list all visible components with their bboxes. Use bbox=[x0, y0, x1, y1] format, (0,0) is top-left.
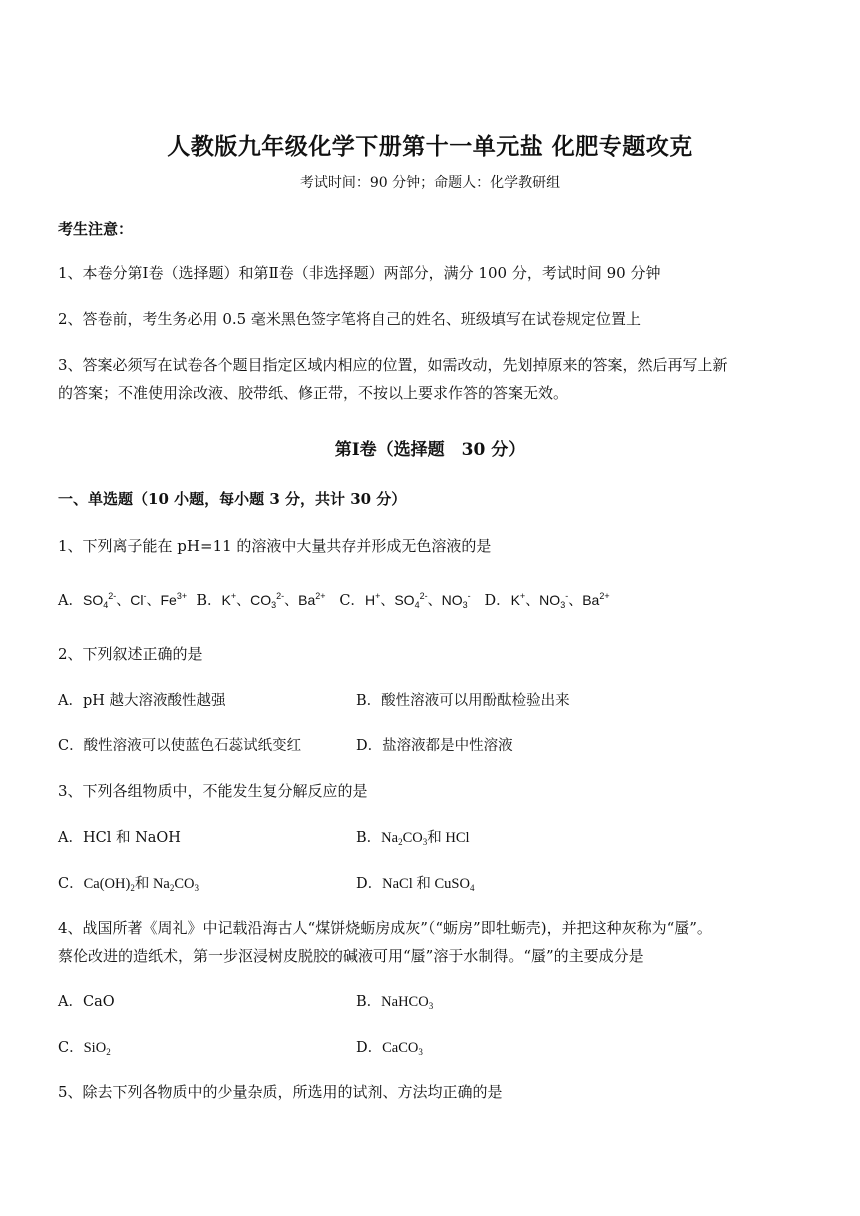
notice-heading: 考生注意： bbox=[58, 220, 134, 238]
q4-option-d[interactable]: D．CaCO$_3$ bbox=[356, 1040, 423, 1057]
q3-option-d[interactable]: D．NaCl 和 CuSO$_4$ bbox=[356, 876, 475, 893]
page-title: 人教版九年级化学下册第十一单元盐 化肥专题攻克 bbox=[167, 133, 693, 160]
q1-option-c[interactable]: C．H+、$SO_4^{2-}$、$NO_3^-$ bbox=[339, 591, 471, 610]
section-title: 第Ⅰ卷（选择题 30 分） bbox=[334, 440, 526, 460]
q2-option-a[interactable]: A．pH 越大溶液酸性越强 bbox=[58, 693, 226, 709]
q1-option-a[interactable]: A．$SO_4^{2-}$、Cl-、$Fe^{3+}$ bbox=[58, 591, 188, 610]
notice-item-1: 1、本卷分第Ⅰ卷（选择题）和第Ⅱ卷（非选择题）两部分，满分 100 分，考试时间 90 分钟 bbox=[58, 264, 661, 282]
notice-item-2: 2、答卷前，考生务必用 0.5 毫米黑色签字笔将自己的姓名、班级填写在试卷规定位置上 bbox=[58, 310, 641, 328]
question-3-stem: 3、下列各组物质中，不能发生复分解反应的是 bbox=[58, 782, 368, 800]
question-2-stem: 2、下列叙述正确的是 bbox=[58, 645, 203, 663]
question-1-options bbox=[58, 589, 610, 610]
question-5-stem: 5、除去下列各物质中的少量杂质，所选用的试剂、方法均正确的是 bbox=[58, 1083, 503, 1101]
question-4-stem-line-2: 蔡伦改进的造纸术，第一步沤浸树皮脱胶的碱液可用“蜃”溶于水制得。“蜃”的主要成分是 bbox=[58, 947, 644, 965]
q1-option-d[interactable]: D．K+、$NO_3^-$、$Ba^{2+}$ bbox=[484, 591, 610, 610]
q2-option-b[interactable]: B．酸性溶液可以用酚酞检验出来 bbox=[356, 693, 570, 709]
question-1-stem: 1、下列离子能在 pH=11 的溶液中大量共存并形成无色溶液的是 bbox=[58, 537, 492, 555]
notice-item-3: 3、答案必须写在试卷各个题目指定区域内相应的位置，如需改动，先划掉原来的答案，然后再写上新 bbox=[58, 356, 728, 374]
q3-option-c[interactable]: C．$Ca(OH)_2$和 $Na_2CO_3$ bbox=[58, 876, 200, 893]
exam-info: 考试时间：90 分钟；命题人：化学教研组 bbox=[299, 175, 561, 191]
q3-option-a[interactable]: A．HCl 和 NaOH bbox=[58, 830, 181, 846]
q4-option-b[interactable]: B．NaHCO$_3$ bbox=[356, 994, 434, 1011]
q4-option-c[interactable]: C．SiO$_2$ bbox=[58, 1040, 111, 1057]
part-heading: 一、单选题（10 小题，每小题 3 分，共计 30 分） bbox=[58, 490, 407, 508]
q3-option-b[interactable]: B．$Na_2CO_3$和 HCl bbox=[356, 830, 470, 847]
q4-option-a[interactable]: A．CaO bbox=[58, 994, 115, 1010]
q2-option-d[interactable]: D．盐溶液都是中性溶液 bbox=[356, 738, 513, 754]
notice-item-3-cont: 的答案；不准使用涂改液、胶带纸、修正带，不按以上要求作答的答案无效。 bbox=[58, 384, 569, 402]
question-4-stem-line-1: 4、战国所著《周礼》中记载沿海古人“煤饼烧蛎房成灰”（“蛎房”即牡蛎壳)，并把这种灰称为“蜃”。 bbox=[58, 919, 712, 937]
q1-option-b[interactable]: B．K+、$CO_3^{2-}$、$Ba^{2+}$ bbox=[196, 591, 326, 610]
q2-option-c[interactable]: C．酸性溶液可以使蓝色石蕊试纸变红 bbox=[58, 738, 302, 754]
